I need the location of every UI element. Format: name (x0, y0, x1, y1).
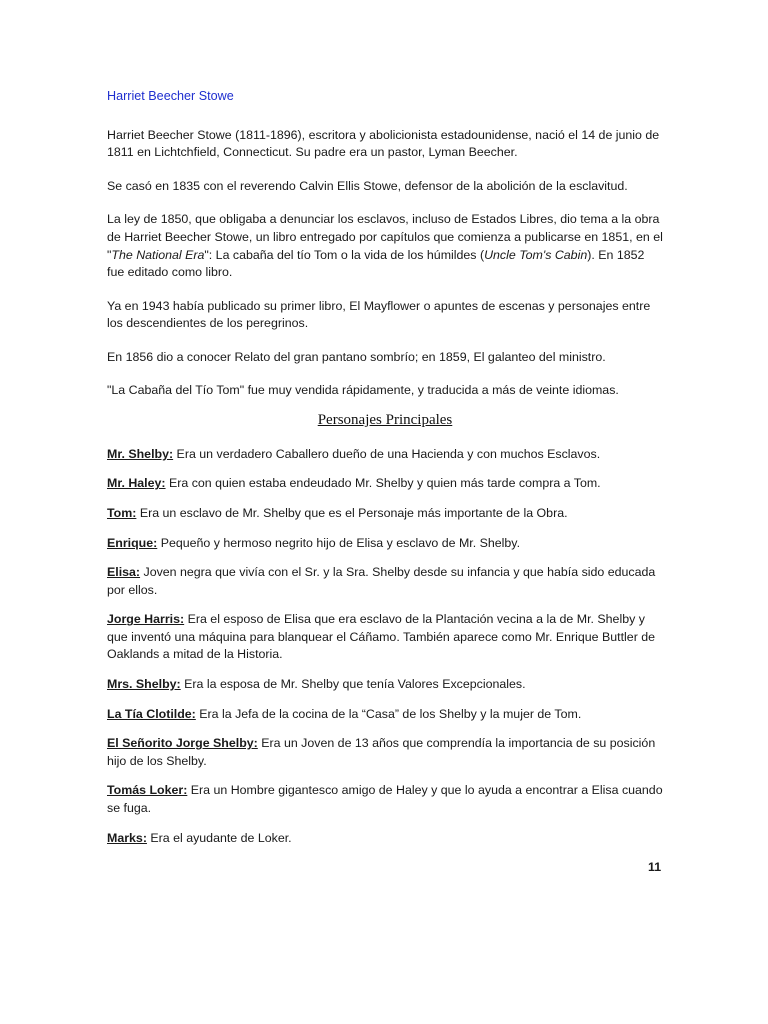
character-description: Era el ayudante de Loker. (146, 830, 292, 845)
character-description: Era un verdadero Caballero dueño de una Hacienda y con muchos Esclavos. (173, 446, 601, 461)
character-entry (107, 706, 663, 724)
character-name: El Señorito Jorge Shelby: (107, 736, 258, 751)
document-body (107, 88, 663, 859)
character-description: Era la esposa de Mr. Shelby que tenía Valores Excepcionales. (180, 677, 526, 692)
character-description: Era un esclavo de Mr. Shelby que es el Personaje más importante de la Obra. (136, 505, 568, 520)
character-name: Elisa: (107, 565, 141, 580)
character-description: Era un Hombre gigantesco amigo de Haley y que lo ayuda a encontrar a Elisa cuando se fuga. (107, 783, 663, 816)
paragraph-success: "La Cabaña del Tío Tom" fue muy vendida rápidamente, y traducida a más de veinte idiomas. (107, 382, 619, 397)
character-entry (107, 782, 663, 817)
character-description: Pequeño y hermoso negrito hijo de Elisa y esclavo de Mr. Shelby. (157, 535, 521, 550)
character-description: Era el esposo de Elisa que era esclavo de la Plantación vecina a la de Mr. Shelby y que inventó una máquina para blanquear el Cáñamo. También aparece como Mr. Enrique Buttler de Oaklands a mitad de la Historia. (107, 612, 656, 662)
character-entry (107, 830, 663, 848)
character-entry (107, 535, 663, 553)
paragraph-first-book: Ya en 1943 había publicado su primer libro, El Mayflower o apuntes de escenas y personajes entre los descendientes de los peregrinos. (107, 298, 651, 331)
character-name: Mr. Shelby: (107, 446, 174, 461)
character-description: Joven negra que vivía con el Sr. y la Sra. Shelby desde su infancia y que había sido educada por ellos. (107, 565, 656, 597)
character-name: Tom: (107, 505, 137, 520)
character-description: Era con quien estaba endeudado Mr. Shelby y quien más tarde compra a Tom. (165, 476, 601, 491)
paragraph-later-works: En 1856 dio a conocer Relato del gran pantano sombrío; en 1859, El galanteo del ministro. (107, 349, 606, 364)
character-name: Enrique: (107, 535, 158, 550)
character-name: Marks: (107, 830, 147, 845)
uncle-toms-cabin-title: Uncle Tom's Cabin (484, 247, 588, 262)
character-entry (107, 676, 663, 694)
section-heading: Personajes Principales (317, 412, 453, 429)
character-entry (107, 475, 663, 493)
character-name: Mrs. Shelby: (107, 677, 181, 692)
character-name: La Tía Clotilde: (107, 706, 196, 721)
character-description: Era un Joven de 13 años que comprendía la importancia de su posición hijo de los Shelby. (107, 736, 656, 768)
character-name: Tomás Loker: (107, 783, 188, 798)
paragraph-biography: Harriet Beecher Stowe (1811-1896), escritora y abolicionista estadounidense, nació el 14 de junio de 1811 en Lichtchfield, Connecticut. Su padre era un pastor, Lyman Beecher. (107, 127, 660, 160)
character-entry (107, 611, 663, 664)
paragraph-law-1850 (107, 211, 663, 281)
character-entry (107, 735, 663, 770)
paragraph-law-1850-part-a: La ley de 1850, que obligaba a denunciar los esclavos, incluso de Estados Libres, dio tema a la obra de Harriet Beecher Stowe, un libro entregado por capítulos que comienza a publicarse en 1851, en el " (107, 212, 663, 262)
character-entry (107, 564, 663, 599)
character-description: Era la Jefa de la cocina de la “Casa” de los Shelby y la mujer de Tom. (195, 706, 582, 721)
character-entry (107, 446, 663, 464)
national-era-title: The National Era (111, 247, 205, 262)
character-entry (107, 505, 663, 523)
character-name: Mr. Haley: (107, 476, 166, 491)
character-name: Jorge Harris: (107, 612, 185, 627)
document-title: Harriet Beecher Stowe (107, 89, 234, 103)
paragraph-law-1850-part-c: ": La cabaña del tío Tom o la vida de los húmildes ( (204, 247, 485, 262)
paragraph-marriage: Se casó en 1835 con el reverendo Calvin Ellis Stowe, defensor de la abolición de la esclavitud. (107, 178, 628, 193)
character-list (107, 446, 663, 848)
paragraph-law-1850-part-e: ). En 1852 fue editado como libro. (107, 247, 645, 280)
page-number: 11 (648, 860, 662, 874)
